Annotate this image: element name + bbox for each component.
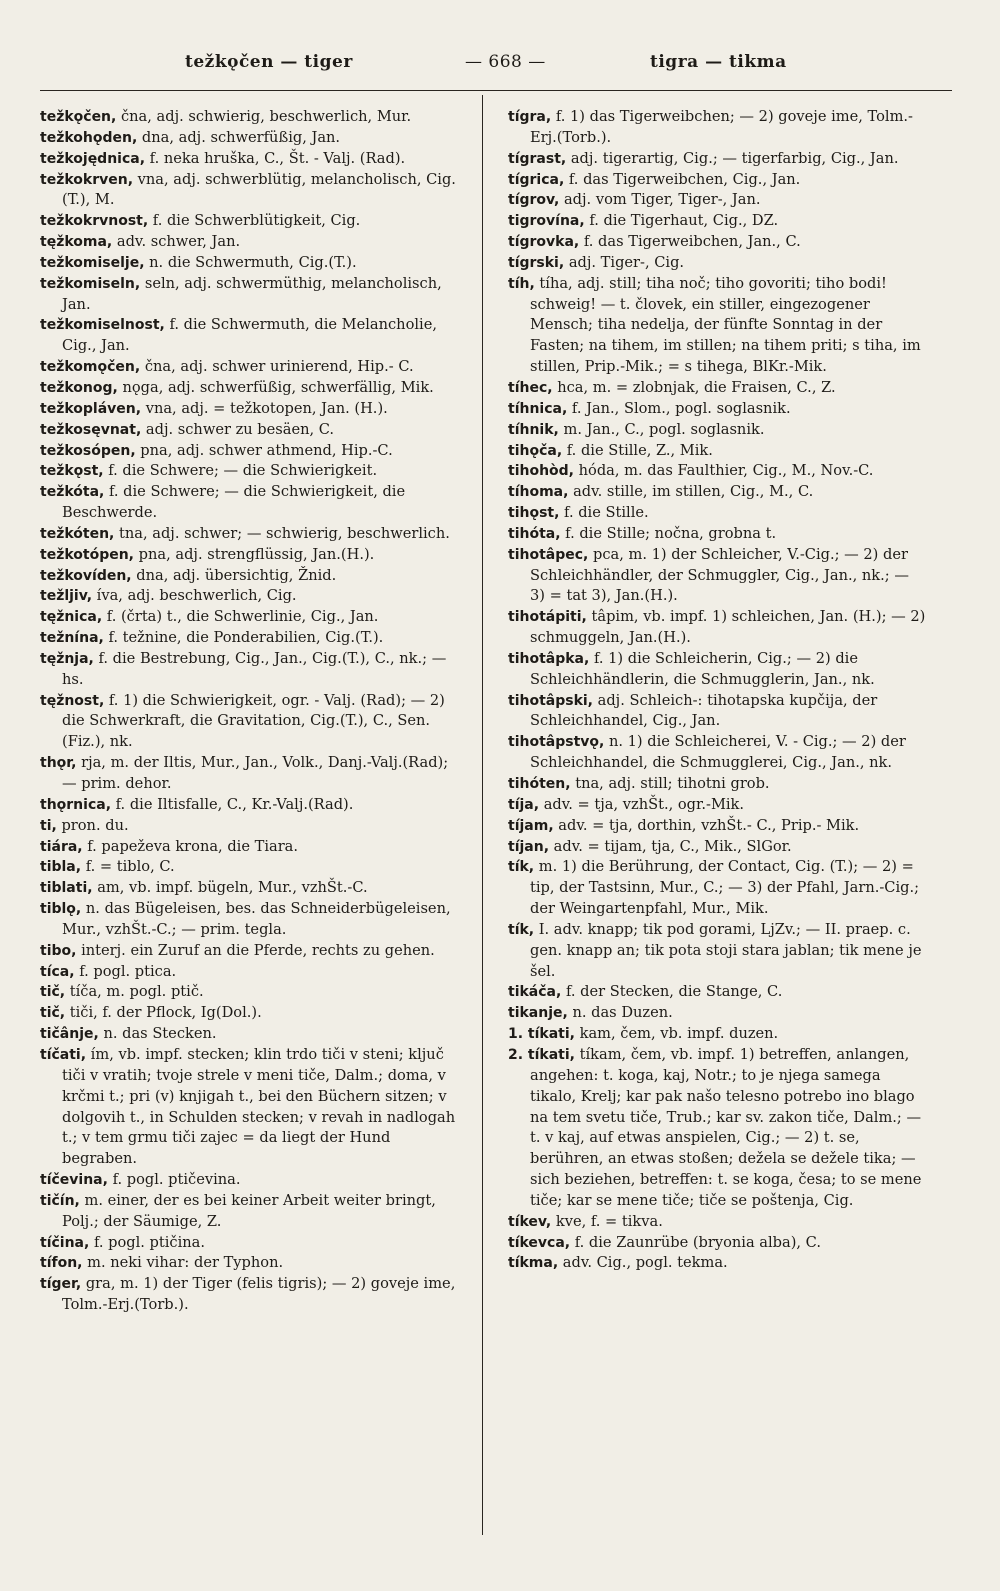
- entry-headword: tíjan,: [508, 838, 550, 855]
- dictionary-entry: [508, 149, 928, 170]
- entry-headword: težkǫst,: [40, 463, 104, 480]
- entry-definition: f. neka hruška, C., Št. - Valj. (Rad).: [145, 149, 406, 167]
- dictionary-entry: [508, 774, 928, 795]
- entry-headword: tíjam,: [508, 817, 554, 834]
- dictionary-entry: [40, 461, 460, 482]
- running-head-left: težkǫčen — tiger: [185, 52, 353, 72]
- entry-definition: f. die Tigerhaut, Cig., DZ.: [584, 212, 779, 230]
- entry-headword: težkǫčen,: [40, 109, 117, 125]
- entry-headword: težkokrvnost,: [40, 213, 149, 230]
- entry-headword: tęžkoma,: [40, 234, 113, 251]
- entry-definition: m. 1) die Berührung, der Contact, Cig. (T.); — 2) = tip, der Tastsinn, Mur., C.; — 3) der Pfahl, Jarn.-Cig.; der Weingartenpfahl, Mur., Mik.: [530, 858, 920, 918]
- entry-headword: težkosópen,: [40, 442, 136, 459]
- dictionary-entry: [508, 524, 928, 545]
- entry-headword: težkóta,: [40, 484, 105, 501]
- dictionary-entry: [40, 482, 460, 524]
- entry-definition: adv. = tijam, tja, C., Mik., SlGor.: [549, 837, 792, 855]
- entry-headword: thǫrnica,: [40, 796, 112, 813]
- entry-definition: f. die Schwerblütigkeit, Cig.: [148, 212, 361, 230]
- entry-definition: íva, adj. beschwerlich, Cig.: [92, 587, 297, 605]
- dictionary-entry: [508, 1024, 928, 1045]
- dictionary-entry: [40, 816, 460, 837]
- entry-definition: m. einer, der es bei keiner Arbeit weiter bringt, Polj.; der Säumige, Z.: [62, 1191, 436, 1230]
- entry-definition: čna, adj. schwierig, beschwerlich, Mur.: [116, 108, 412, 125]
- entry-definition: I. adv. knapp; tik pod gorami, LjZv.; — II. praep. c. gen. knapp an; tik pota stoji stara jablan; tik mene je šel.: [530, 920, 922, 980]
- entry-headword: težkomiseln,: [40, 275, 141, 292]
- dictionary-entry: [508, 378, 928, 399]
- entry-headword: tíger,: [40, 1276, 82, 1293]
- dictionary-entry: [508, 253, 928, 274]
- dictionary-entry: [40, 420, 460, 441]
- entry-definition: adj. Tiger-, Cig.: [564, 253, 685, 271]
- dictionary-entry: [40, 1233, 460, 1254]
- entry-headword: tík,: [508, 921, 535, 938]
- entry-headword: težkojędnica,: [40, 150, 146, 167]
- entry-headword: tič,: [40, 984, 66, 1001]
- entry-definition: gra, m. 1) der Tiger (felis tigris); — 2) goveje ime, Tolm.-Erj.(Torb.).: [62, 1275, 456, 1314]
- entry-definition: adv. stille, im stillen, Cig., M., C.: [568, 483, 814, 501]
- entry-headword: tihotâpec,: [508, 546, 589, 563]
- entry-headword: tíčati,: [40, 1046, 87, 1063]
- entry-definition: ím, vb. impf. stecken; klin trdo tiči v steni; ključ tiči v vratih; tvoje strele v meni tiče, Dalm.; doma, v krčmi t.; pri (v) knjigah t., bei den Büchern sitzen; v dolgovih t., in Schulden stecken; v revah in nadlogah t.; v tem grmu tiči zajec = da liegt der Hund begraben.: [62, 1045, 456, 1168]
- dictionary-entry: [40, 1170, 460, 1191]
- dictionary-entry: [40, 399, 460, 420]
- entry-headword: tíhoma,: [508, 484, 569, 501]
- entry-definition: f. das Tigerweibchen, Jan., C.: [579, 233, 801, 251]
- entry-headword: tígra,: [508, 109, 552, 125]
- entry-headword: tíkev,: [508, 1213, 552, 1230]
- entry-headword: tíhnica,: [508, 400, 568, 417]
- dictionary-entry: [508, 795, 928, 816]
- entry-headword: tihohòd,: [508, 463, 575, 480]
- entry-definition: f. (črta) t., die Schwerlinie, Cig., Jan.: [102, 608, 379, 626]
- entry-headword: tígrski,: [508, 254, 565, 271]
- left-column: [40, 107, 460, 1316]
- entry-definition: adv. Cig., pogl. tekma.: [558, 1254, 728, 1272]
- entry-headword: tihotâpstvǫ,: [508, 734, 605, 751]
- dictionary-entry: [40, 628, 460, 649]
- entry-headword: tíhnik,: [508, 421, 559, 438]
- entry-definition: f. die Stille; nočna, grobna t.: [560, 524, 777, 542]
- entry-headword: težkomiselje,: [40, 254, 145, 271]
- entry-definition: f. die Schwere; — die Schwierigkeit.: [103, 462, 378, 480]
- entry-definition: f. die Iltisfalle, C., Kr.-Valj.(Rad).: [111, 795, 354, 813]
- entry-definition: hóda, m. das Faulthier, Cig., M., Nov.-C.: [574, 462, 874, 480]
- page-number: — 668 —: [465, 52, 546, 72]
- dictionary-entry: [40, 524, 460, 545]
- dictionary-entry: [508, 1253, 928, 1274]
- entry-headword: thǫr,: [40, 755, 77, 772]
- entry-definition: m. Jan., C., pogl. soglasnik.: [558, 420, 765, 438]
- entry-definition: f. die Schwere; — die Schwierigkeit, die Beschwerde.: [62, 483, 406, 522]
- dictionary-entry: [508, 274, 928, 378]
- entry-headword: tęžnja,: [40, 650, 94, 667]
- dictionary-entry: [40, 878, 460, 899]
- entry-headword: težkomǫčen,: [40, 359, 141, 376]
- dictionary-entry: [40, 1253, 460, 1274]
- entry-headword: 1. tíkati,: [508, 1026, 575, 1043]
- entry-headword: tihǫst,: [508, 505, 560, 522]
- dictionary-entry: [40, 211, 460, 232]
- entry-headword: tígrovka,: [508, 234, 580, 251]
- dictionary-entry: [508, 545, 928, 608]
- entry-definition: adv. = tja, dorthin, vzhŠt.- C., Prip.- Mik.: [553, 816, 860, 834]
- entry-headword: tibla,: [40, 859, 82, 876]
- dictionary-entry: [40, 1024, 460, 1045]
- entry-definition: rja, m. der Iltis, Mur., Jan., Volk., Danj.-Valj.(Rad); — prim. dehor.: [62, 754, 449, 792]
- entry-headword: tíhec,: [508, 379, 553, 396]
- dictionary-entry: [508, 816, 928, 837]
- dictionary-entry: [40, 107, 460, 128]
- entry-headword: tihotâpka,: [508, 650, 590, 667]
- entry-headword: tífon,: [40, 1255, 83, 1272]
- dictionary-entry: [508, 107, 928, 149]
- entry-definition: f. pogl. ptičina.: [89, 1233, 205, 1251]
- entry-headword: težkomiselnost,: [40, 317, 165, 334]
- dictionary-entry: [40, 586, 460, 607]
- dictionary-entry: [40, 607, 460, 628]
- entry-headword: tihóten,: [508, 776, 571, 792]
- entry-headword: tihǫča,: [508, 442, 563, 459]
- entry-headword: težkokrven,: [40, 171, 134, 188]
- entry-definition: seln, adj. schwermüthig, melancholisch, Jan.: [62, 274, 442, 313]
- entry-headword: težkopláven,: [40, 400, 142, 417]
- entry-headword: tihotápiti,: [508, 609, 587, 626]
- entry-definition: adj. schwer zu besäen, C.: [141, 420, 335, 438]
- entry-definition: pna, adj. strengflüssig, Jan.(H.).: [134, 545, 375, 563]
- entry-headword: tíca,: [40, 963, 75, 980]
- entry-headword: tęžnost,: [40, 692, 105, 709]
- entry-headword: tiblǫ,: [40, 901, 82, 918]
- entry-definition: tna, adj. schwer; — schwierig, beschwerlich.: [114, 524, 450, 542]
- entry-definition: dna, adj. übersichtig, Žnid.: [131, 566, 337, 584]
- entry-definition: f. 1) das Tigerweibchen; — 2) goveje ime, Tolm.-Erj.(Torb.).: [530, 108, 913, 146]
- dictionary-entry: [40, 545, 460, 566]
- entry-definition: adj. Schleich-: tihotapska kupčija, der Schleichhandel, Cig., Jan.: [530, 691, 878, 730]
- dictionary-entry: [508, 691, 928, 733]
- entry-headword: tíh,: [508, 275, 535, 292]
- page-header: [40, 52, 955, 86]
- entry-definition: vna, adj. schwerblütig, melancholisch, Cig. (T.), M.: [62, 170, 456, 209]
- entry-headword: tíja,: [508, 796, 540, 813]
- entry-headword: ti,: [40, 817, 57, 834]
- entry-definition: pna, adj. schwer athmend, Hip.-C.: [135, 441, 393, 459]
- entry-headword: težkovíden,: [40, 567, 132, 584]
- dictionary-entry: [40, 1003, 460, 1024]
- entry-headword: tihóta,: [508, 525, 561, 542]
- dictionary-entry: [508, 420, 928, 441]
- entry-headword: tíčevina,: [40, 1172, 108, 1189]
- entry-headword: težkosęvnat,: [40, 421, 142, 438]
- dictionary-entry: [40, 795, 460, 816]
- entry-headword: tihotâpski,: [508, 692, 593, 709]
- entry-headword: tíkevca,: [508, 1234, 571, 1251]
- entry-headword: težkonog,: [40, 379, 118, 396]
- entry-definition: f. die Stille.: [559, 504, 649, 522]
- entry-definition: f. die Stille, Z., Mik.: [562, 441, 713, 459]
- dictionary-entry: [40, 441, 460, 462]
- entry-headword: 2. tíkati,: [508, 1046, 575, 1063]
- entry-definition: pron. du.: [56, 816, 129, 834]
- entry-definition: interj. ein Zuruf an die Pferde, rechts zu gehen.: [76, 941, 435, 959]
- dictionary-entry: [40, 962, 460, 983]
- dictionary-entry: [508, 170, 928, 191]
- dictionary-entry: [40, 649, 460, 691]
- entry-definition: f. = tiblo, C.: [81, 858, 175, 876]
- dictionary-entry: [40, 1274, 460, 1316]
- running-head-right: tigra — tikma: [650, 52, 787, 72]
- entry-headword: težkotópen,: [40, 546, 135, 563]
- entry-definition: f. papeževa krona, die Tiara.: [82, 837, 299, 855]
- entry-definition: tiči, f. der Pflock, Ig(Dol.).: [65, 1004, 262, 1022]
- entry-definition: n. das Duzen.: [567, 1004, 673, 1022]
- dictionary-entry: [40, 982, 460, 1003]
- entry-headword: tičânje,: [40, 1026, 99, 1043]
- dictionary-entry: [40, 566, 460, 587]
- entry-definition: nǫga, adj. schwerfüßig, schwerfällig, Mik.: [117, 378, 434, 396]
- entry-definition: adj. vom Tiger, Tiger-, Jan.: [559, 191, 761, 209]
- entry-definition: hca, m. = zlobnjak, die Fraisen, C., Z.: [552, 378, 836, 396]
- entry-headword: tík,: [508, 859, 535, 876]
- dictionary-entry: [40, 837, 460, 858]
- entry-definition: adj. tigerartig, Cig.; — tigerfarbig, Cig., Jan.: [566, 149, 899, 167]
- entry-definition: f. 1) die Schwierigkeit, ogr. - Valj. (Rad); — 2) die Schwerkraft, die Gravitation, Cig.(T.), C., Sen.(Fiz.), nk.: [62, 691, 445, 751]
- header-rule: [40, 90, 952, 91]
- entry-definition: čna, adj. schwer urinierend, Hip.- C.: [140, 358, 414, 376]
- dictionary-entry: [508, 732, 928, 774]
- dictionary-entry: [508, 857, 928, 920]
- entry-definition: n. die Schwermuth, Cig.(T.).: [144, 253, 357, 271]
- entry-definition: vna, adj. = težkotopen, Jan. (H.).: [141, 399, 388, 417]
- dictionary-entry: [508, 649, 928, 691]
- dictionary-entry: [508, 399, 928, 420]
- entry-definition: f. das Tigerweibchen, Cig., Jan.: [564, 170, 801, 188]
- dictionary-entry: [40, 357, 460, 378]
- dictionary-entry: [508, 190, 928, 211]
- entry-headword: tęžnica,: [40, 609, 103, 626]
- entry-headword: tikáča,: [508, 984, 562, 1001]
- dictionary-entry: [508, 461, 928, 482]
- entry-definition: f. pogl. ptičevina.: [107, 1171, 241, 1189]
- entry-headword: tígrast,: [508, 150, 567, 167]
- entry-definition: f. 1) die Schleicherin, Cig.; — 2) die Schleichhändlerin, die Schmugglerin, Jan., nk.: [530, 649, 875, 688]
- entry-definition: adv. = tja, vzhŠt., ogr.-Mik.: [539, 795, 745, 813]
- dictionary-entry: [508, 607, 928, 649]
- entry-definition: f. Jan., Slom., pogl. soglasnik.: [567, 399, 791, 417]
- entry-definition: adv. schwer, Jan.: [112, 233, 241, 251]
- dictionary-entry: [40, 1045, 460, 1170]
- entry-headword: tiblati,: [40, 880, 93, 897]
- entry-headword: tibo,: [40, 942, 77, 959]
- column-divider: [482, 95, 483, 1535]
- entry-headword: tíkma,: [508, 1255, 559, 1272]
- dictionary-entry: [40, 315, 460, 357]
- entry-definition: n. 1) die Schleicherei, V. - Cig.; — 2) der Schleichhandel, die Schmugglerei, Cig., Jan., nk.: [530, 733, 906, 772]
- dictionary-entry: [508, 837, 928, 858]
- entry-headword: težnína,: [40, 630, 104, 647]
- entry-definition: f. težnine, die Ponderabilien, Cig.(T.).: [103, 629, 384, 647]
- entry-definition: tíha, adj. still; tiha noč; tiho govoriti; tiho bodi! schweig! — t. človek, ein stiller, eingezogener Mensch; tiha nedelja, der fünfte Sonntag in der Fasten; na tihem, im stillen; na tihem priti; s tiha, im stillen, Prip.-Mik.; = s tihega, BlKr.-Mik.: [530, 274, 921, 376]
- dictionary-entry: [508, 982, 928, 1003]
- dictionary-entry: [508, 482, 928, 503]
- entry-definition: n. das Bügeleisen, bes. das Schneiderbügeleisen, Mur., vzhŠt.-C.; — prim. tegla.: [62, 900, 451, 938]
- entry-definition: f. pogl. ptica.: [74, 962, 177, 980]
- entry-definition: kam, čem, vb. impf. duzen.: [575, 1025, 779, 1043]
- dictionary-entry: [508, 441, 928, 462]
- entry-headword: tiára,: [40, 838, 83, 855]
- dictionary-entry: [508, 920, 928, 983]
- entry-definition: tíča, m. pogl. ptič.: [65, 983, 204, 1001]
- entry-headword: tígrica,: [508, 171, 565, 188]
- dictionary-entry: [508, 1212, 928, 1233]
- entry-headword: tíčina,: [40, 1234, 90, 1251]
- entry-definition: am, vb. impf. bügeln, Mur., vzhŠt.-C.: [92, 879, 368, 897]
- dictionary-entry: [40, 378, 460, 399]
- dictionary-entry: [40, 941, 460, 962]
- dictionary-entry: [508, 1233, 928, 1254]
- entry-headword: tič,: [40, 1005, 66, 1022]
- dictionary-entry: [40, 899, 460, 941]
- entry-definition: n. das Stecken.: [98, 1025, 217, 1043]
- dictionary-entry: [508, 232, 928, 253]
- entry-definition: pca, m. 1) der Schleicher, V.-Cig.; — 2) der Schleichhändler, der Schmuggler, Cig., Jan., nk.; — 3) = tat 3), Jan.(H.).: [530, 545, 909, 605]
- entry-headword: težkóten,: [40, 525, 115, 542]
- entry-definition: f. die Bestrebung, Cig., Jan., Cig.(T.), C., nk.; — hs.: [62, 649, 447, 688]
- dictionary-entry: [508, 211, 928, 232]
- entry-definition: tna, adj. still; tihotni grob.: [570, 775, 770, 792]
- entry-headword: tígrov,: [508, 192, 560, 209]
- entry-headword: tičín,: [40, 1192, 80, 1209]
- entry-headword: težkohǫden,: [40, 129, 138, 146]
- entry-definition: tâpim, vb. impf. 1) schleichen, Jan. (H.); — 2) schmuggeln, Jan.(H.).: [530, 608, 926, 647]
- dictionary-entry: [40, 691, 460, 754]
- dictionary-entry: [40, 170, 460, 212]
- entry-definition: dna, adj. schwerfüßig, Jan.: [137, 128, 341, 146]
- dictionary-entry: [40, 274, 460, 316]
- dictionary-entry: [40, 1191, 460, 1233]
- entry-definition: kve, f. = tikva.: [551, 1212, 663, 1230]
- entry-definition: m. neki vihar: der Typhon.: [82, 1254, 284, 1272]
- dictionary-entry: [40, 149, 460, 170]
- dictionary-entry: [40, 253, 460, 274]
- entry-headword: težljiv,: [40, 588, 93, 605]
- dictionary-entry: [40, 753, 460, 795]
- dictionary-entry: [40, 128, 460, 149]
- entry-headword: tikanje,: [508, 1005, 568, 1022]
- dictionary-entry: [508, 503, 928, 524]
- dictionary-entry: [40, 857, 460, 878]
- right-column: [508, 107, 928, 1274]
- dictionary-entry: [508, 1045, 928, 1212]
- entry-definition: f. die Zaunrübe (bryonia alba), C.: [570, 1233, 821, 1251]
- dictionary-entry: [508, 1003, 928, 1024]
- entry-definition: f. der Stecken, die Stange, C.: [561, 983, 783, 1001]
- entry-definition: f. die Schwermuth, die Melancholie, Cig., Jan.: [62, 316, 437, 355]
- entry-headword: tigrovína,: [508, 213, 585, 230]
- entry-definition: tíkam, čem, vb. impf. 1) betreffen, anlangen, angehen: t. koga, kaj, Notr.; to je njega samega tikalo, Krelj; kar pak našo telesno potrebo ino blago na tem svetu tiče, Trub.; kar sv. zakon tiče, Dalm.; — t. v kaj, auf etwas anspielen, Cig.; — 2) t. se, berühren, an etwas stoßen; dežela se deželе tika; — sich beziehen, betreffen: t. se koga, česa; to se mene tiče; kar se mene tiče; tiče se poštenja, Cig.: [530, 1045, 922, 1209]
- dictionary-entry: [40, 232, 460, 253]
